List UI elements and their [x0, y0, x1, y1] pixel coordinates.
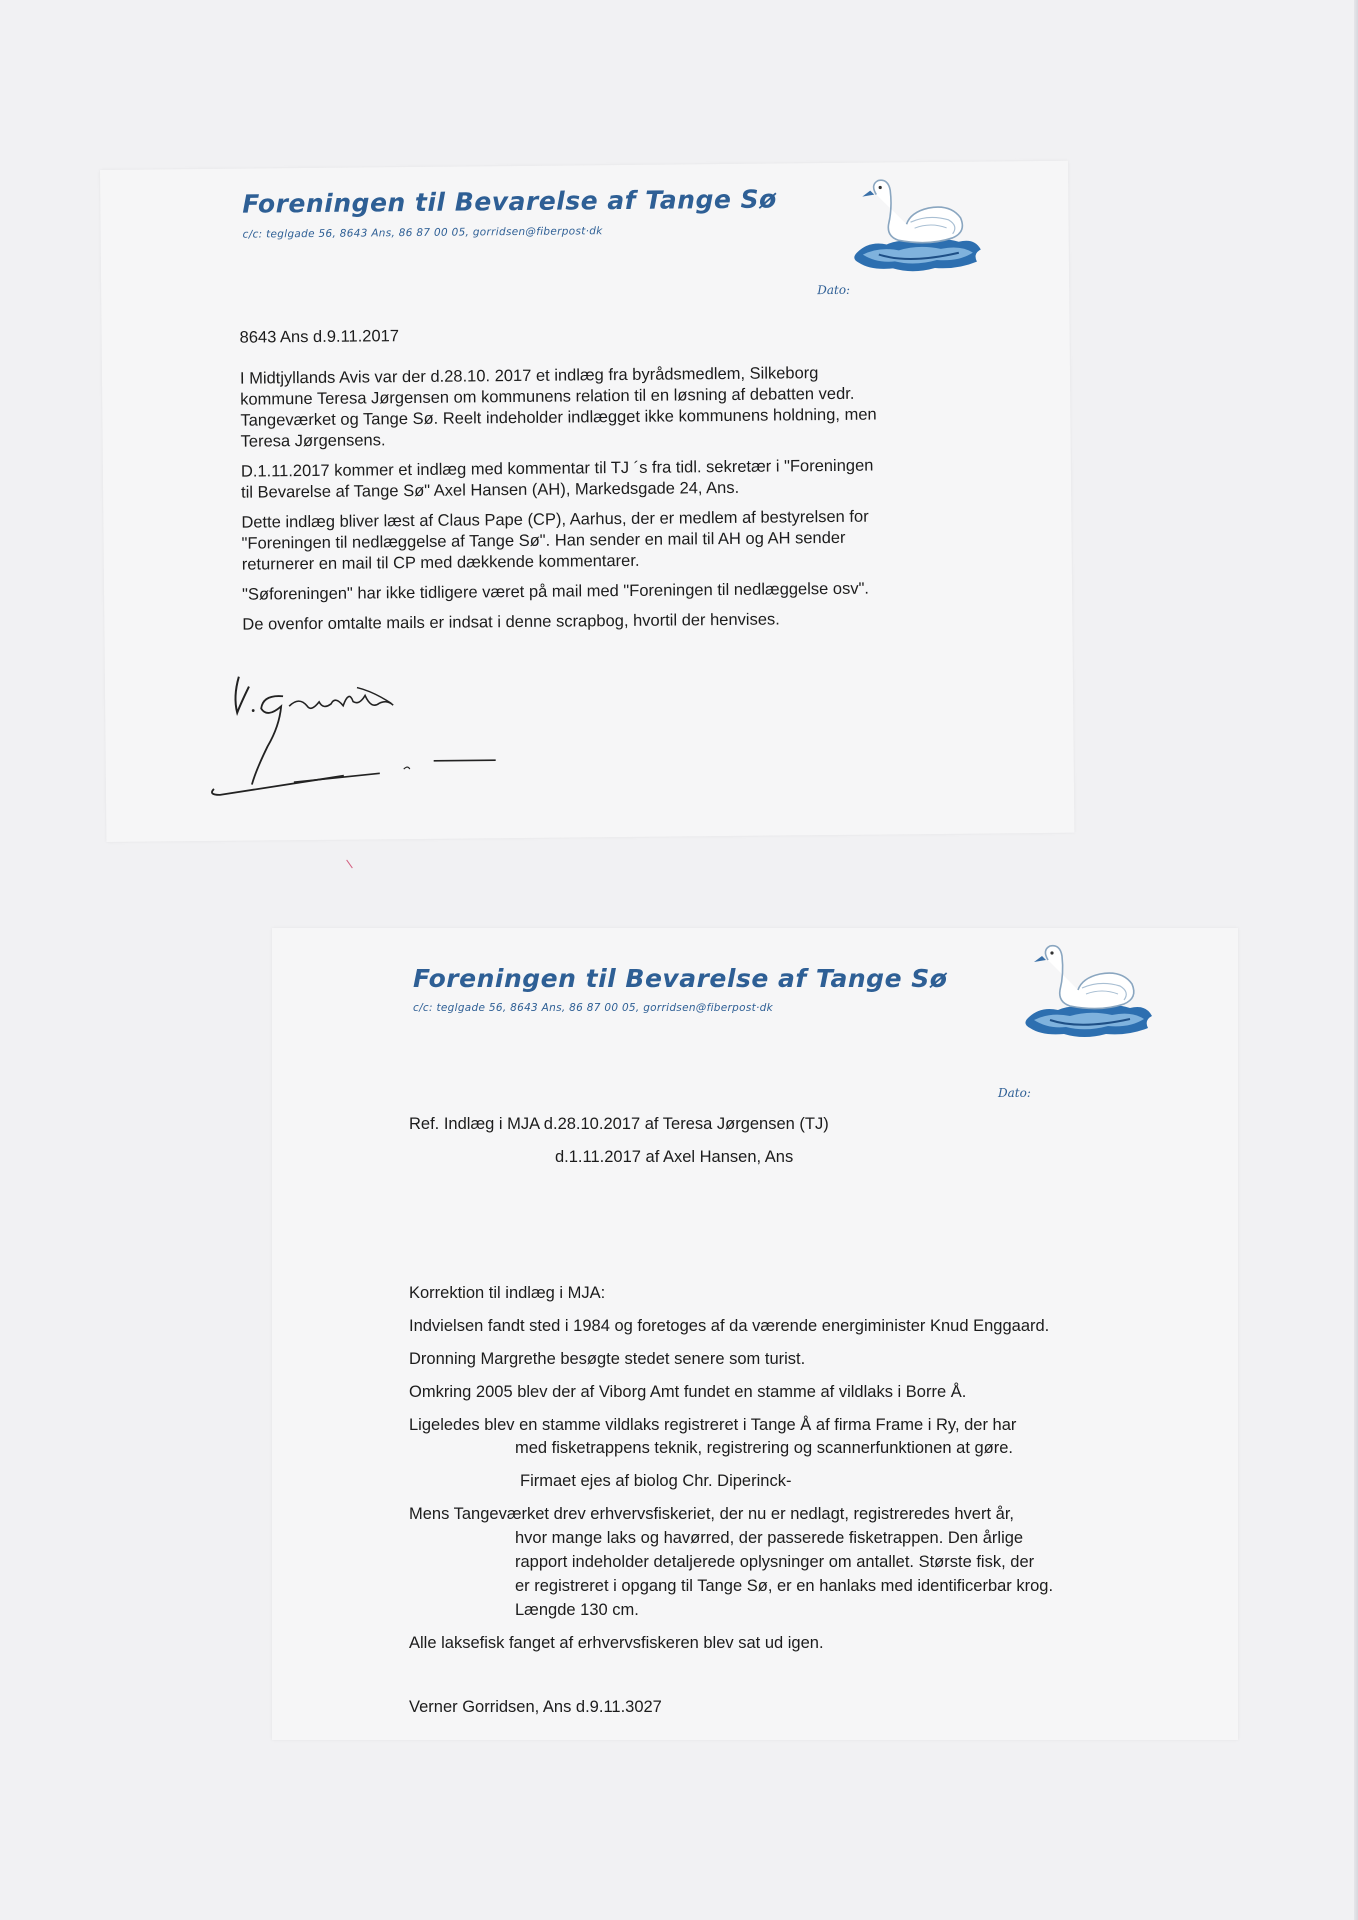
paragraph-line: returnerer en mail til CP med dækkende kommentarer.: [241, 551, 640, 574]
paragraph-line: Tangeværket og Tange Sø. Reelt indeholder indlægget ikke kommunens holdning, men: [240, 405, 877, 430]
correction-item: Mens Tangeværket drev erhvervsfiskeriet, der nu er nedlagt, registreredes hvert år,: [409, 1505, 1014, 1523]
paragraph-line: "Foreningen til nedlæggelse af Tange Sø". Han sender en mail til AH og AH sender: [241, 528, 846, 553]
letter-2: [272, 928, 1238, 1740]
swan-icon: [1020, 940, 1156, 1046]
closing-signature-line: Verner Gorridsen, Ans d.9.11.3027: [409, 1698, 662, 1716]
correction-item-continued: er registreret i opgang til Tange Sø, er en hanlaks med identificerbar krog.: [515, 1577, 1054, 1595]
org-address: c/c: teglgade 56, 8643 Ans, 86 87 00 05, gorridsen@fiberpost·dk: [413, 1002, 773, 1014]
paragraph-line: D.1.11.2017 kommer et indlæg med kommentar til TJ ´s fra tidl. sekretær i "Foreningen: [240, 456, 874, 481]
date-label: Dato:: [817, 282, 851, 298]
correction-item-continued: hvor mange laks og havørred, der passerede fisketrappen. Den årlige: [515, 1529, 1024, 1547]
stray-mark: [346, 860, 353, 869]
paragraph-line: Teresa Jørgensens.: [240, 431, 386, 451]
correction-item-continued: Længde 130 cm.: [515, 1601, 639, 1619]
paragraph-line: til Bevarelse af Tange Sø" Axel Hansen (AH), Markedsgade 24, Ans.: [241, 478, 740, 502]
correction-item: Alle laksefisk fanget af erhvervsfiskeren blev sat ud igen.: [409, 1634, 824, 1652]
date-label: Dato:: [998, 1086, 1031, 1100]
paragraph-line: De ovenfor omtalte mails er indsat i denne scrapbog, hvortil der henvises.: [242, 610, 780, 634]
paragraph-line: kommune Teresa Jørgensen om kommunens relation til en løsning af debatten vedr.: [240, 384, 855, 409]
paragraph-line: I Midtjyllands Avis var der d.28.10. 2017 et indlæg fra byrådsmedlem, Silkeborg: [239, 364, 819, 388]
letter-1: [100, 161, 1074, 842]
correction-item: Indvielsen fandt sted i 1984 og foretoges af da værende energiminister Knud Enggaard.: [409, 1317, 1050, 1335]
org-title: Foreningen til Bevarelse af Tange Sø: [413, 964, 948, 993]
correction-item: Dronning Margrethe besøgte stedet senere som turist.: [409, 1350, 806, 1368]
correction-item: Omkring 2005 blev der af Viborg Amt fundet en stamme af vildlaks i Borre Å.: [409, 1383, 967, 1401]
paragraph-line: Dette indlæg bliver læst af Claus Pape (CP), Aarhus, der er medlem af bestyrelsen for: [241, 507, 869, 532]
org-title: Foreningen til Bevarelse af Tange Sø: [242, 184, 777, 219]
ref-line-1: Ref. Indlæg i MJA d.28.10.2017 af Teresa Jørgensen (TJ): [409, 1115, 829, 1133]
correction-item-continued: rapport indeholder detaljerede oplysninger om antallet. Største fisk, der: [515, 1553, 1035, 1571]
org-address: c/c: teglgade 56, 8643 Ans, 86 87 00 05, gorridsen@fiberpost·dk: [242, 225, 603, 241]
page-edge: [1354, 0, 1358, 1920]
place-date: 8643 Ans d.9.11.2017: [239, 327, 400, 347]
ref-line-2: d.1.11.2017 af Axel Hansen, Ans: [555, 1148, 794, 1166]
correction-item-indented: Firmaet ejes af biolog Chr. Diperinck-: [520, 1472, 792, 1490]
swan-icon: [848, 174, 985, 281]
correction-item-continued: med fisketrappens teknik, registrering og scannerfunktionen at gøre.: [515, 1439, 1014, 1457]
signature: [203, 664, 504, 807]
correction-heading: Korrektion til indlæg i MJA:: [409, 1284, 606, 1302]
correction-item: Ligeledes blev en stamme vildlaks registreret i Tange Å af firma Frame i Ry, der har: [409, 1416, 1017, 1434]
paragraph-line: "Søforeningen" har ikke tidligere været på mail med "Foreningen til nedlæggelse osv".: [241, 579, 870, 604]
